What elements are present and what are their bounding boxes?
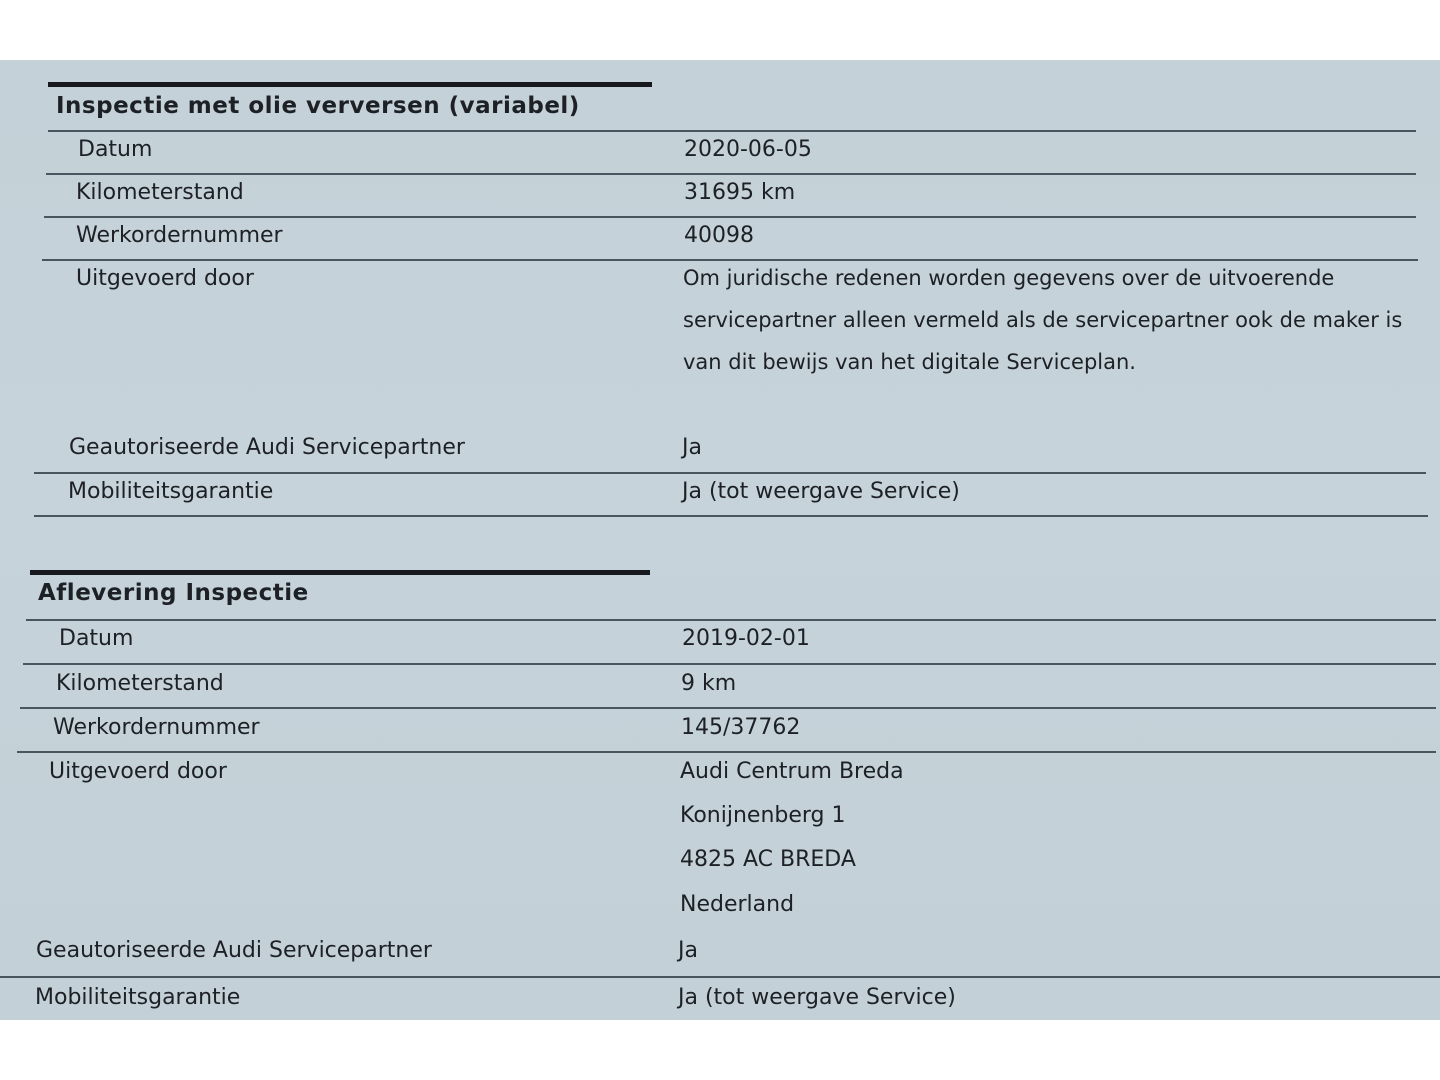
row-mobiliteitsgarantie [34,472,1426,515]
row-label: Datum [78,137,153,162]
row-divider [34,472,1426,474]
row-divider [0,976,1440,978]
value-line: Om juridische redenen worden gegevens over de uitvoerende [683,266,1335,290]
row-werkordernummer [44,216,1416,259]
row-kilometerstand [46,173,1416,216]
row-uitgevoerd-door [42,259,1418,429]
service-record-document [0,60,1440,1020]
row-value: 9 km [681,671,737,696]
row-kilometerstand [23,663,1436,707]
row-geautoriseerde [0,933,1440,977]
inspection-oil-section [48,82,1418,522]
row-divider [17,751,1436,753]
row-mobiliteitsgarantie [0,976,1440,1020]
row-divider [20,707,1436,709]
row-value: Ja [678,938,698,963]
row-geautoriseerde [34,429,1426,472]
value-line: 4825 AC BREDA [680,847,856,872]
row-value: 2019-02-01 [682,626,810,651]
row-divider [42,259,1418,261]
row-value: Ja (tot weergave Service) [682,479,960,504]
row-value: 40098 [684,223,754,248]
value-line: van dit bewijs van het digitale Serviceplan. [683,350,1136,374]
delivery-inspection-section [30,570,1440,1020]
section-title: Aflevering Inspectie [38,580,309,606]
row-label: Kilometerstand [76,180,244,205]
row-label: Werkordernummer [76,223,283,248]
row-datum [26,619,1436,662]
row-label: Uitgevoerd door [76,266,254,291]
row-divider [23,663,1436,665]
row-label: Geautoriseerde Audi Servicepartner [69,435,465,460]
row-value: Ja (tot weergave Service) [678,985,956,1010]
row-divider [48,130,1416,132]
section-title: Inspectie met olie verversen (variabel) [56,93,580,119]
row-divider [44,216,1416,218]
section-end [34,515,1428,517]
row-label: Werkordernummer [53,715,260,740]
row-label: Uitgevoerd door [49,759,227,784]
value-line: Audi Centrum Breda [680,759,904,784]
row-label: Datum [59,626,134,651]
row-divider [46,173,1416,175]
row-label: Mobiliteitsgarantie [35,985,241,1010]
row-divider [26,619,1436,621]
row-value: 145/37762 [681,715,801,740]
row-uitgevoerd-door [17,751,1436,931]
row-value: 2020-06-05 [684,137,812,162]
row-label: Mobiliteitsgarantie [68,479,274,504]
section-bar [48,82,652,87]
value-line: servicepartner alleen vermeld als de servicepartner ook de maker is [683,308,1403,332]
value-line: Konijnenberg 1 [680,803,846,828]
section-bar [30,570,650,575]
row-datum [48,130,1416,173]
row-value: 31695 km [684,180,796,205]
row-divider [34,515,1428,517]
value-line: Nederland [680,892,795,917]
row-label: Kilometerstand [56,671,224,696]
row-value: Ja [682,435,702,460]
row-werkordernummer [20,707,1436,751]
row-label: Geautoriseerde Audi Servicepartner [36,938,432,963]
